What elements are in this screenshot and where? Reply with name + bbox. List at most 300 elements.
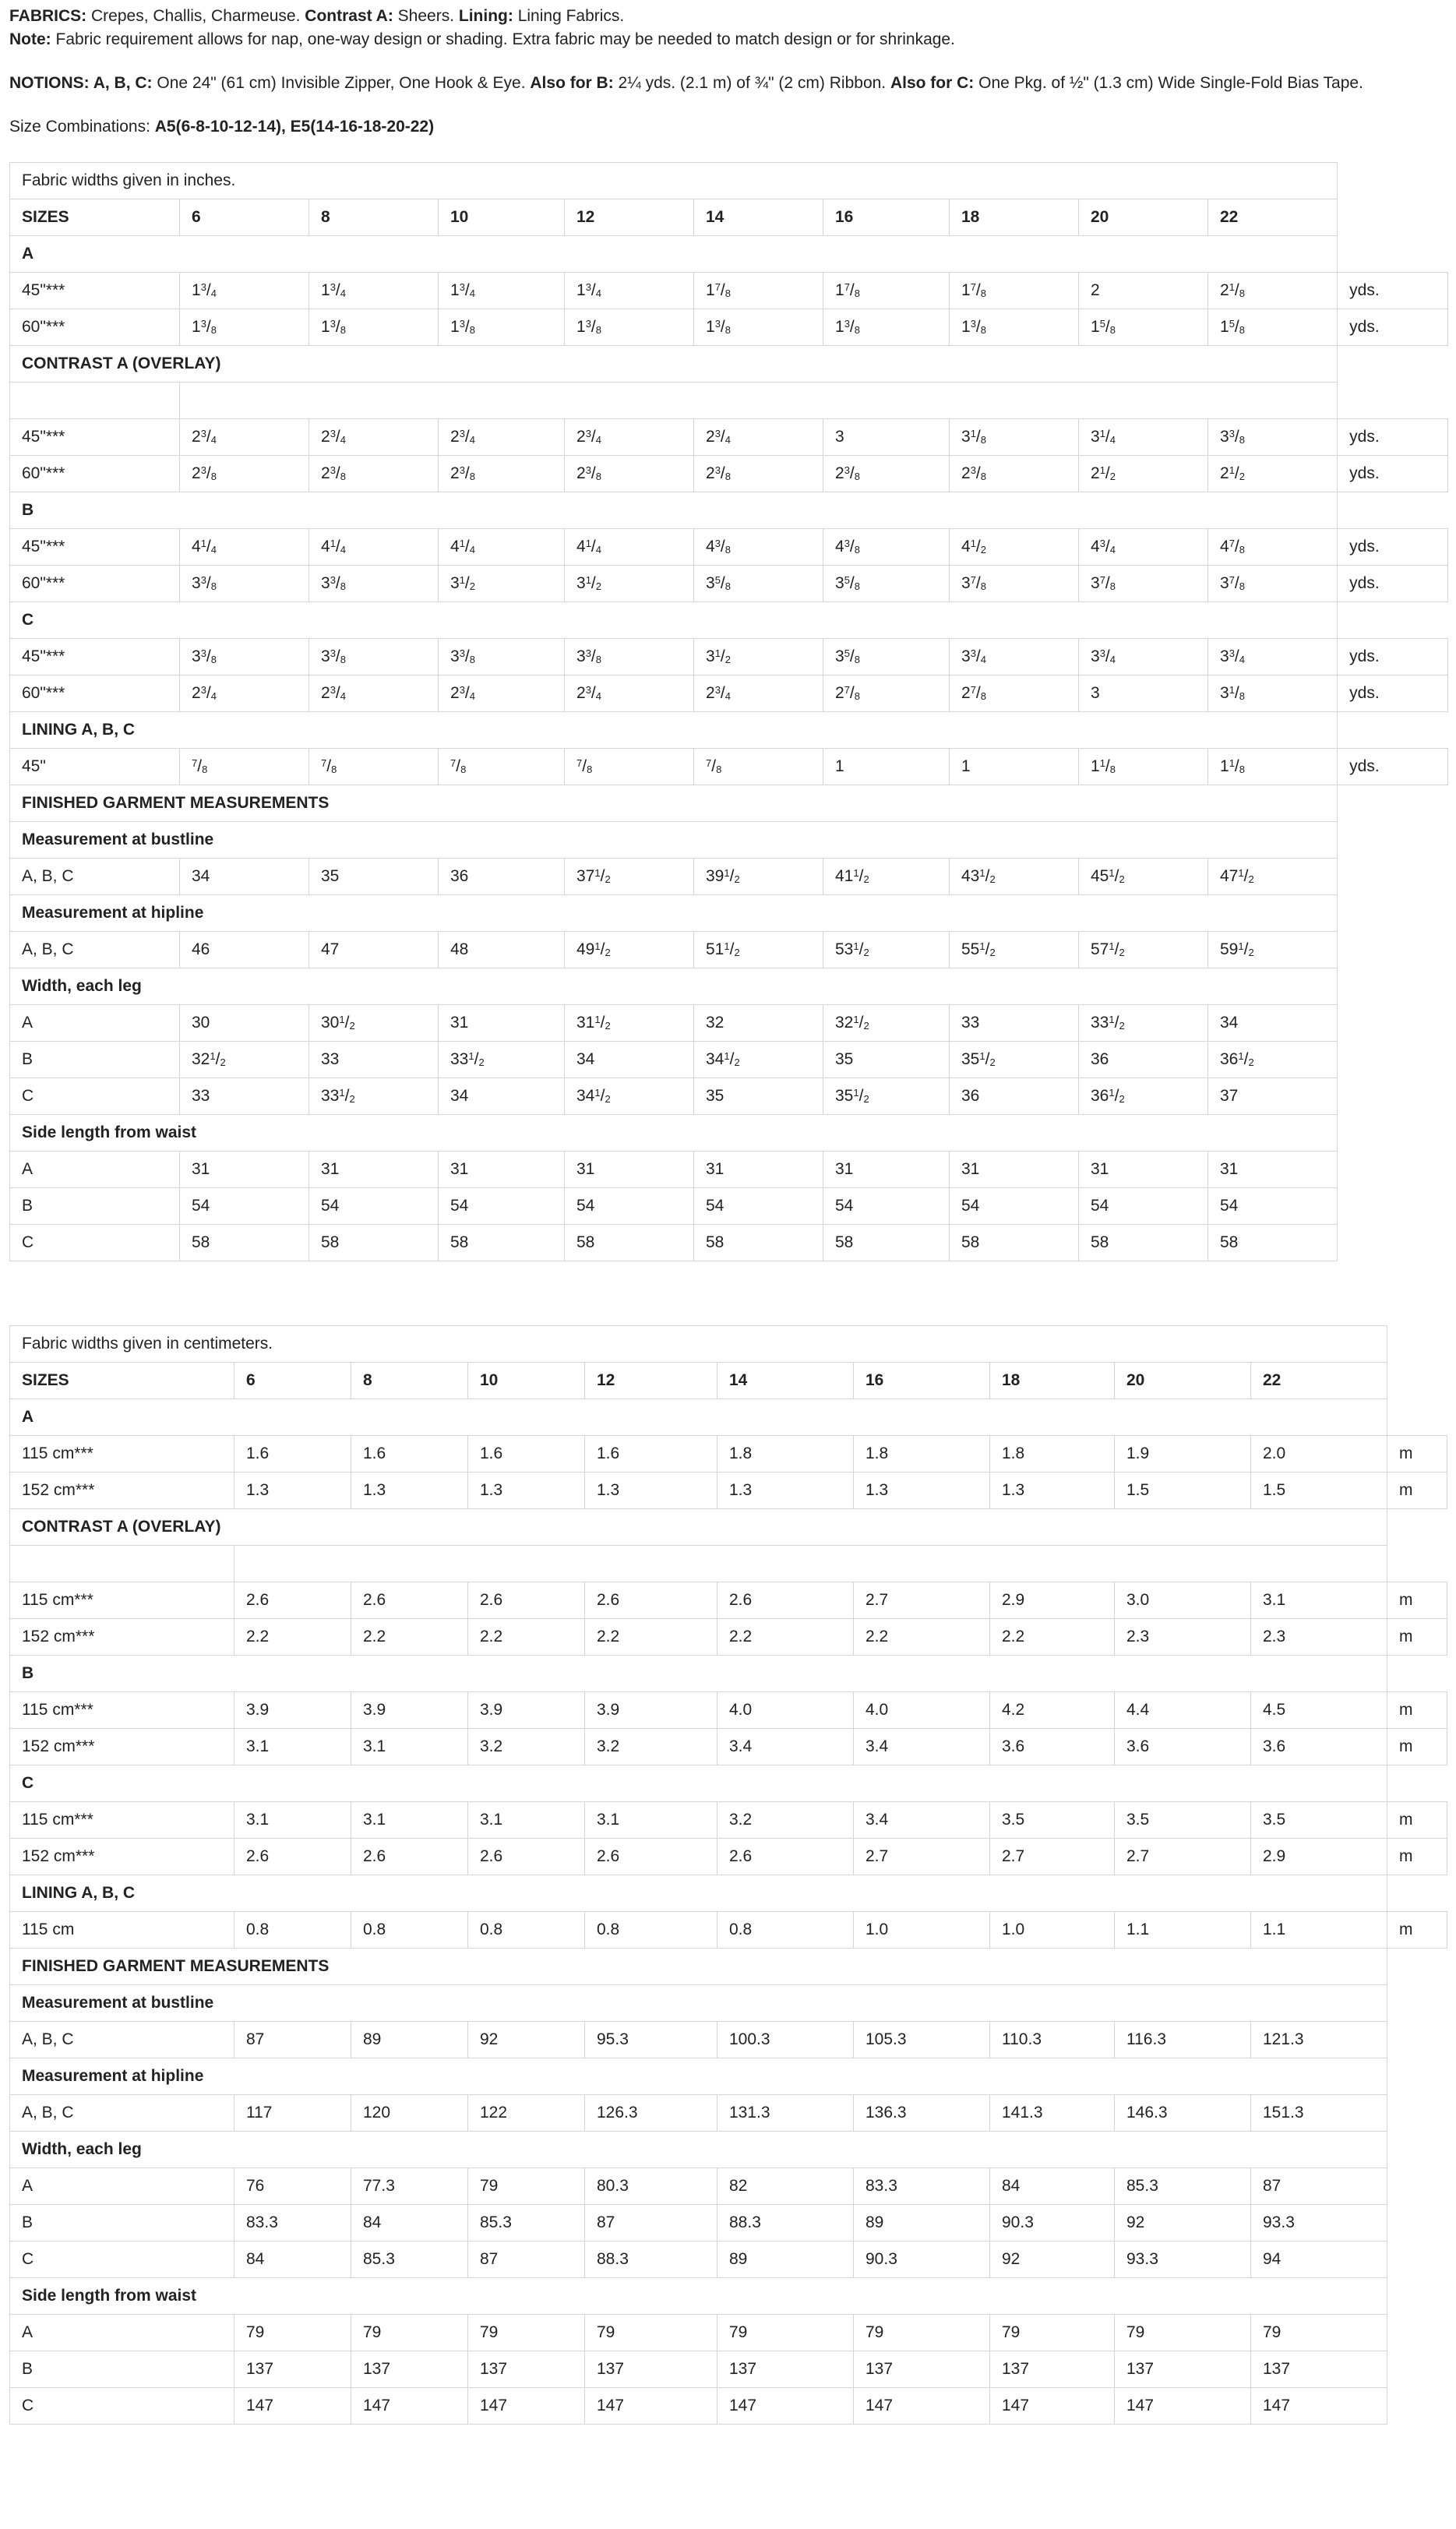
value-cell: 3.4 [717, 1729, 854, 1765]
value-cell: 137 [1251, 2351, 1387, 2388]
row-label: 60"*** [10, 456, 180, 492]
size-header: 10 [439, 199, 565, 236]
value-cell: 85.3 [468, 2205, 585, 2242]
fraction-value: $36^1/_2$ [1091, 1087, 1125, 1105]
value-cell: 89 [351, 2022, 468, 2058]
section-header-row [10, 492, 1448, 529]
value-cell: 137 [468, 2351, 585, 2388]
also-c-label: Also for C: [890, 74, 975, 92]
value-cell: 2.6 [468, 1839, 585, 1875]
section-title: FINISHED GARMENT MEASUREMENTS [10, 1949, 1387, 1985]
value-cell: 77.3 [351, 2168, 468, 2205]
unit-cell: m [1387, 1619, 1447, 1656]
value-cell: 87 [234, 2022, 351, 2058]
value-cell [180, 749, 309, 785]
fraction-value: $4^3/_8$ [835, 538, 860, 556]
fraction-value: $3^1/_8$ [961, 428, 986, 446]
table-edge [1338, 785, 1448, 822]
spacer-row [10, 1546, 1447, 1582]
fraction-value: $4^1/_4$ [192, 538, 217, 556]
table-edge [1338, 968, 1448, 1005]
value-cell: 110.3 [990, 2022, 1115, 2058]
value-cell: 2.6 [585, 1582, 717, 1619]
sizes-header-row [10, 199, 1448, 236]
section-title: CONTRAST A (OVERLAY) [10, 1509, 1387, 1546]
section-header-row [10, 785, 1448, 822]
value-cell: 1.9 [1115, 1436, 1251, 1473]
row-label: 152 cm*** [10, 1473, 234, 1509]
value-cell: 48 [439, 932, 565, 968]
unit-cell [1387, 2351, 1447, 2388]
value-cell: 3.1 [234, 1729, 351, 1765]
table-row [10, 566, 1448, 602]
size-header: 12 [565, 199, 694, 236]
value-cell: 90.3 [990, 2205, 1115, 2242]
value-cell: 2.7 [854, 1582, 990, 1619]
value-cell: 58 [1208, 1225, 1338, 1261]
value-cell: 137 [717, 2351, 854, 2388]
row-label: A [10, 2168, 234, 2205]
value-cell: 1 [823, 749, 950, 785]
value-cell [565, 456, 694, 492]
value-cell: 54 [694, 1188, 823, 1225]
section-title: Width, each leg [10, 2132, 1387, 2168]
value-cell: 85.3 [351, 2242, 468, 2278]
fraction-value: $1^5/_8$ [1091, 318, 1116, 336]
value-cell: 31 [950, 1152, 1079, 1188]
fraction-value: $4^1/_4$ [321, 538, 346, 556]
value-cell [1208, 273, 1338, 309]
value-cell: 2.2 [351, 1619, 468, 1656]
value-cell [694, 675, 823, 712]
value-cell: 0.8 [717, 1912, 854, 1949]
value-cell: 31 [309, 1152, 439, 1188]
unit-cell: yds. [1338, 749, 1448, 785]
size-header: 22 [1251, 1363, 1387, 1399]
fraction-value: $2^1/_8$ [1220, 281, 1245, 299]
value-cell: 87 [585, 2205, 717, 2242]
table-row [10, 1078, 1448, 1115]
table-row [10, 2168, 1447, 2205]
value-cell [565, 932, 694, 968]
table-row [10, 749, 1448, 785]
fraction-value: $37^1/_2$ [576, 867, 611, 885]
unit-cell [1338, 1152, 1448, 1188]
unit-cell: m [1387, 1582, 1447, 1619]
value-cell [565, 675, 694, 712]
value-cell: 79 [1115, 2315, 1251, 2351]
value-cell: 54 [823, 1188, 950, 1225]
spacer-cell [10, 1546, 234, 1582]
row-label: C [10, 1078, 180, 1115]
value-cell: 87 [468, 2242, 585, 2278]
value-cell: 1.3 [717, 1473, 854, 1509]
value-cell: 31 [439, 1005, 565, 1042]
value-cell: 79 [990, 2315, 1115, 2351]
section-header-row [10, 2278, 1447, 2315]
value-cell [180, 566, 309, 602]
table-edge [1387, 1546, 1447, 1582]
value-cell: 4.0 [717, 1692, 854, 1729]
fraction-value: $2^3/_8$ [450, 464, 475, 482]
fraction-value: $3^3/_8$ [321, 574, 346, 592]
fraction-value: $43^1/_2$ [961, 867, 996, 885]
notions-line [9, 72, 1447, 95]
value-cell: 3 [823, 419, 950, 456]
value-cell: 2.9 [990, 1582, 1115, 1619]
unit-cell: yds. [1338, 456, 1448, 492]
value-cell [1079, 1078, 1208, 1115]
section-title: Width, each leg [10, 968, 1338, 1005]
value-cell [823, 1078, 950, 1115]
fraction-value: $2^3/_4$ [450, 428, 475, 446]
value-cell: 141.3 [990, 2095, 1115, 2132]
value-cell: 137 [1115, 2351, 1251, 2388]
also-b-text: 2¼ yds. (2.1 m) of ¾" (2 cm) Ribbon. [613, 74, 890, 92]
fraction-value: $55^1/_2$ [961, 940, 996, 958]
value-cell [1079, 566, 1208, 602]
value-cell [309, 639, 439, 675]
size-header: 16 [854, 1363, 990, 1399]
section-title: FINISHED GARMENT MEASUREMENTS [10, 785, 1338, 822]
value-cell: 1.3 [854, 1473, 990, 1509]
value-cell: 58 [950, 1225, 1079, 1261]
value-cell: 2.7 [990, 1839, 1115, 1875]
value-cell: 58 [180, 1225, 309, 1261]
value-cell: 31 [1079, 1152, 1208, 1188]
unit-cell [1338, 932, 1448, 968]
table-row [10, 1152, 1448, 1188]
fraction-value: $3^3/_8$ [450, 647, 475, 665]
notions-label: NOTIONS: A, B, C: [9, 74, 153, 92]
value-cell: 2.6 [717, 1582, 854, 1619]
row-label: 45" [10, 749, 180, 785]
value-cell: 147 [351, 2388, 468, 2425]
table-row [10, 1042, 1448, 1078]
value-cell [950, 456, 1079, 492]
fraction-value: $3^3/_8$ [192, 647, 217, 665]
fraction-value: $1^3/_4$ [192, 281, 217, 299]
unit-cell: yds. [1338, 309, 1448, 346]
value-cell [823, 566, 950, 602]
unit-cell [1338, 1188, 1448, 1225]
table-row [10, 2388, 1447, 2425]
value-cell: 4.0 [854, 1692, 990, 1729]
value-cell: 4.4 [1115, 1692, 1251, 1729]
section-header-row [10, 1985, 1447, 2022]
value-cell: 122 [468, 2095, 585, 2132]
row-label: 115 cm*** [10, 1436, 234, 1473]
value-cell: 2.6 [717, 1839, 854, 1875]
value-cell [309, 1005, 439, 1042]
value-cell: 4.2 [990, 1692, 1115, 1729]
fraction-value: $59^1/_2$ [1220, 940, 1254, 958]
value-cell: 137 [854, 2351, 990, 2388]
value-cell [694, 456, 823, 492]
value-cell: 35 [309, 859, 439, 895]
section-header-row [10, 968, 1448, 1005]
table-edge [1387, 2132, 1447, 2168]
value-cell: 2.6 [234, 1839, 351, 1875]
value-cell: 116.3 [1115, 2022, 1251, 2058]
value-cell: 3.5 [1251, 1802, 1387, 1839]
unit-cell: m [1387, 1436, 1447, 1473]
size-combinations-label: Size Combinations: [9, 118, 155, 136]
value-cell [1208, 859, 1338, 895]
unit-cell [1387, 2388, 1447, 2425]
value-cell: 84 [234, 2242, 351, 2278]
value-cell [1208, 675, 1338, 712]
section-header-row [10, 895, 1448, 932]
value-cell [309, 1078, 439, 1115]
value-cell [823, 309, 950, 346]
value-cell [439, 273, 565, 309]
value-cell: 87 [1251, 2168, 1387, 2205]
value-cell: 2.6 [468, 1582, 585, 1619]
row-label: 115 cm*** [10, 1802, 234, 1839]
value-cell: 0.8 [234, 1912, 351, 1949]
size-header: 10 [468, 1363, 585, 1399]
table-row [10, 1582, 1447, 1619]
value-cell: 1.6 [234, 1436, 351, 1473]
value-cell: 2.2 [585, 1619, 717, 1656]
table-row [10, 1692, 1447, 1729]
row-label: C [10, 2242, 234, 2278]
value-cell: 3.6 [990, 1729, 1115, 1765]
unit-cell: yds. [1338, 566, 1448, 602]
fraction-value: $1^1/_8$ [1091, 757, 1116, 775]
value-cell: 34 [439, 1078, 565, 1115]
row-label: 45"*** [10, 529, 180, 566]
value-cell: 147 [468, 2388, 585, 2425]
table-edge [1338, 492, 1448, 529]
also-c-text: One Pkg. of ½" (1.3 cm) Wide Single-Fold Bias Tape. [974, 74, 1363, 92]
value-cell: 3 [1079, 675, 1208, 712]
row-label: B [10, 1042, 180, 1078]
fraction-value: $2^3/_4$ [321, 428, 346, 446]
fraction-value: $^7/_8$ [706, 757, 722, 775]
fraction-value: $4^1/_2$ [961, 538, 986, 556]
section-title: C [10, 602, 1338, 639]
value-cell: 1.8 [717, 1436, 854, 1473]
section-header-row [10, 236, 1448, 273]
value-cell [565, 859, 694, 895]
table-row [10, 1839, 1447, 1875]
value-cell: 137 [351, 2351, 468, 2388]
value-cell: 1.6 [468, 1436, 585, 1473]
value-cell: 2 [1079, 273, 1208, 309]
value-cell: 89 [854, 2205, 990, 2242]
fraction-value: $3^3/_8$ [576, 647, 601, 665]
unit-cell [1387, 2315, 1447, 2351]
value-cell [180, 309, 309, 346]
table-row [10, 529, 1448, 566]
value-cell [309, 566, 439, 602]
value-cell: 31 [1208, 1152, 1338, 1188]
value-cell [309, 749, 439, 785]
table-row [10, 2022, 1447, 2058]
spacer-cell [234, 1546, 1387, 1582]
value-cell [439, 419, 565, 456]
unit-cell: m [1387, 1912, 1447, 1949]
unit-cell [1387, 2242, 1447, 2278]
row-label: C [10, 1225, 180, 1261]
row-label: 45"*** [10, 419, 180, 456]
value-cell: 54 [439, 1188, 565, 1225]
value-cell: 58 [439, 1225, 565, 1261]
value-cell [439, 749, 565, 785]
unit-cell [1338, 1225, 1448, 1261]
value-cell: 79 [717, 2315, 854, 2351]
value-cell: 3.2 [717, 1802, 854, 1839]
intro-section [9, 5, 1447, 139]
value-cell [1208, 639, 1338, 675]
value-cell [180, 1042, 309, 1078]
note-label: Note: [9, 30, 51, 48]
section-title: Measurement at hipline [10, 2058, 1387, 2095]
fraction-value: $2^3/_4$ [192, 428, 217, 446]
section-title: CONTRAST A (OVERLAY) [10, 346, 1338, 383]
fraction-value: $3^3/_4$ [1220, 647, 1245, 665]
value-cell: 54 [565, 1188, 694, 1225]
value-cell: 79 [468, 2315, 585, 2351]
value-cell: 1.0 [990, 1912, 1115, 1949]
value-cell: 90.3 [854, 2242, 990, 2278]
fraction-value: $^7/_8$ [321, 757, 337, 775]
value-cell: 1.1 [1115, 1912, 1251, 1949]
table-row [10, 309, 1448, 346]
row-label: A [10, 2315, 234, 2351]
table-row [10, 1729, 1447, 1765]
size-header: 14 [694, 199, 823, 236]
size-header: 8 [351, 1363, 468, 1399]
value-cell: 34 [565, 1042, 694, 1078]
value-cell: 93.3 [1115, 2242, 1251, 2278]
value-cell: 3.2 [585, 1729, 717, 1765]
value-cell: 76 [234, 2168, 351, 2205]
value-cell [565, 1078, 694, 1115]
row-label: 152 cm*** [10, 1839, 234, 1875]
value-cell: 2.7 [854, 1839, 990, 1875]
value-cell: 30 [180, 1005, 309, 1042]
table-row [10, 1225, 1448, 1261]
fraction-value: $3^1/_8$ [1220, 684, 1245, 702]
table-edge [1338, 712, 1448, 749]
value-cell: 147 [990, 2388, 1115, 2425]
value-cell: 31 [180, 1152, 309, 1188]
fraction-value: $2^3/_8$ [192, 464, 217, 482]
value-cell: 92 [468, 2022, 585, 2058]
value-cell [565, 1005, 694, 1042]
value-cell: 100.3 [717, 2022, 854, 2058]
size-header: 12 [585, 1363, 717, 1399]
value-cell: 58 [1079, 1225, 1208, 1261]
value-cell: 36 [439, 859, 565, 895]
fraction-value: $3^5/_8$ [835, 574, 860, 592]
fraction-value: $1^7/_8$ [961, 281, 986, 299]
value-cell [309, 309, 439, 346]
value-cell: 146.3 [1115, 2095, 1251, 2132]
value-cell: 2.6 [351, 1582, 468, 1619]
section-header-row [10, 822, 1448, 859]
value-cell: 31 [694, 1152, 823, 1188]
fraction-value: $1^7/_8$ [706, 281, 731, 299]
table-edge [1338, 346, 1448, 383]
fraction-value: $31^1/_2$ [576, 1014, 611, 1032]
value-cell: 84 [351, 2205, 468, 2242]
value-cell: 117 [234, 2095, 351, 2132]
value-cell: 1.3 [585, 1473, 717, 1509]
value-cell [694, 859, 823, 895]
unit-cell: m [1387, 1839, 1447, 1875]
table-edge [1387, 1326, 1447, 1363]
fraction-value: $1^7/_8$ [835, 281, 860, 299]
value-cell [1079, 529, 1208, 566]
lining-label: Lining: [458, 7, 513, 25]
value-cell [439, 639, 565, 675]
fraction-value: $2^1/_2$ [1220, 464, 1245, 482]
fabrics-text: Crepes, Challis, Charmeuse. [86, 7, 305, 25]
section-header-row [10, 1509, 1447, 1546]
row-label: 115 cm*** [10, 1692, 234, 1729]
fraction-value: $57^1/_2$ [1091, 940, 1125, 958]
value-cell: 3.6 [1115, 1729, 1251, 1765]
fraction-value: $1^3/_8$ [706, 318, 731, 336]
table-edge [1338, 199, 1448, 236]
value-cell: 3.2 [468, 1729, 585, 1765]
spacer-row [10, 383, 1448, 419]
row-label: B [10, 2351, 234, 2388]
value-cell: 4.5 [1251, 1692, 1387, 1729]
section-title: B [10, 1656, 1387, 1692]
table-note-row [10, 1326, 1447, 1363]
value-cell [950, 932, 1079, 968]
fraction-value: $1^3/_8$ [961, 318, 986, 336]
section-title: B [10, 492, 1338, 529]
row-label: A, B, C [10, 859, 180, 895]
value-cell: 137 [234, 2351, 351, 2388]
value-cell [694, 419, 823, 456]
value-cell [439, 675, 565, 712]
table-row [10, 1436, 1447, 1473]
value-cell [439, 566, 565, 602]
value-cell: 92 [1115, 2205, 1251, 2242]
table-edge [1387, 1399, 1447, 1436]
value-cell [1079, 639, 1208, 675]
value-cell: 2.6 [585, 1839, 717, 1875]
value-cell: 36 [1079, 1042, 1208, 1078]
value-cell [565, 309, 694, 346]
value-cell: 54 [1208, 1188, 1338, 1225]
table-note-row [10, 163, 1448, 199]
size-combinations-line [9, 115, 1447, 139]
fraction-value: $3^3/_8$ [1220, 428, 1245, 446]
spacer-cell [10, 383, 180, 419]
contrast-label: Contrast A: [305, 7, 393, 25]
unit-cell: m [1387, 1692, 1447, 1729]
size-header: 8 [309, 199, 439, 236]
fraction-value: $2^3/_4$ [706, 684, 731, 702]
table-edge [1387, 1875, 1447, 1912]
value-cell: 2.6 [234, 1582, 351, 1619]
fraction-value: $3^3/_4$ [1091, 647, 1116, 665]
table-note: Fabric widths given in inches. [10, 163, 1338, 199]
fraction-value: $4^7/_8$ [1220, 538, 1245, 556]
value-cell [1079, 1005, 1208, 1042]
unit-cell [1387, 2168, 1447, 2205]
table-edge [1387, 2058, 1447, 2095]
table-row [10, 932, 1448, 968]
